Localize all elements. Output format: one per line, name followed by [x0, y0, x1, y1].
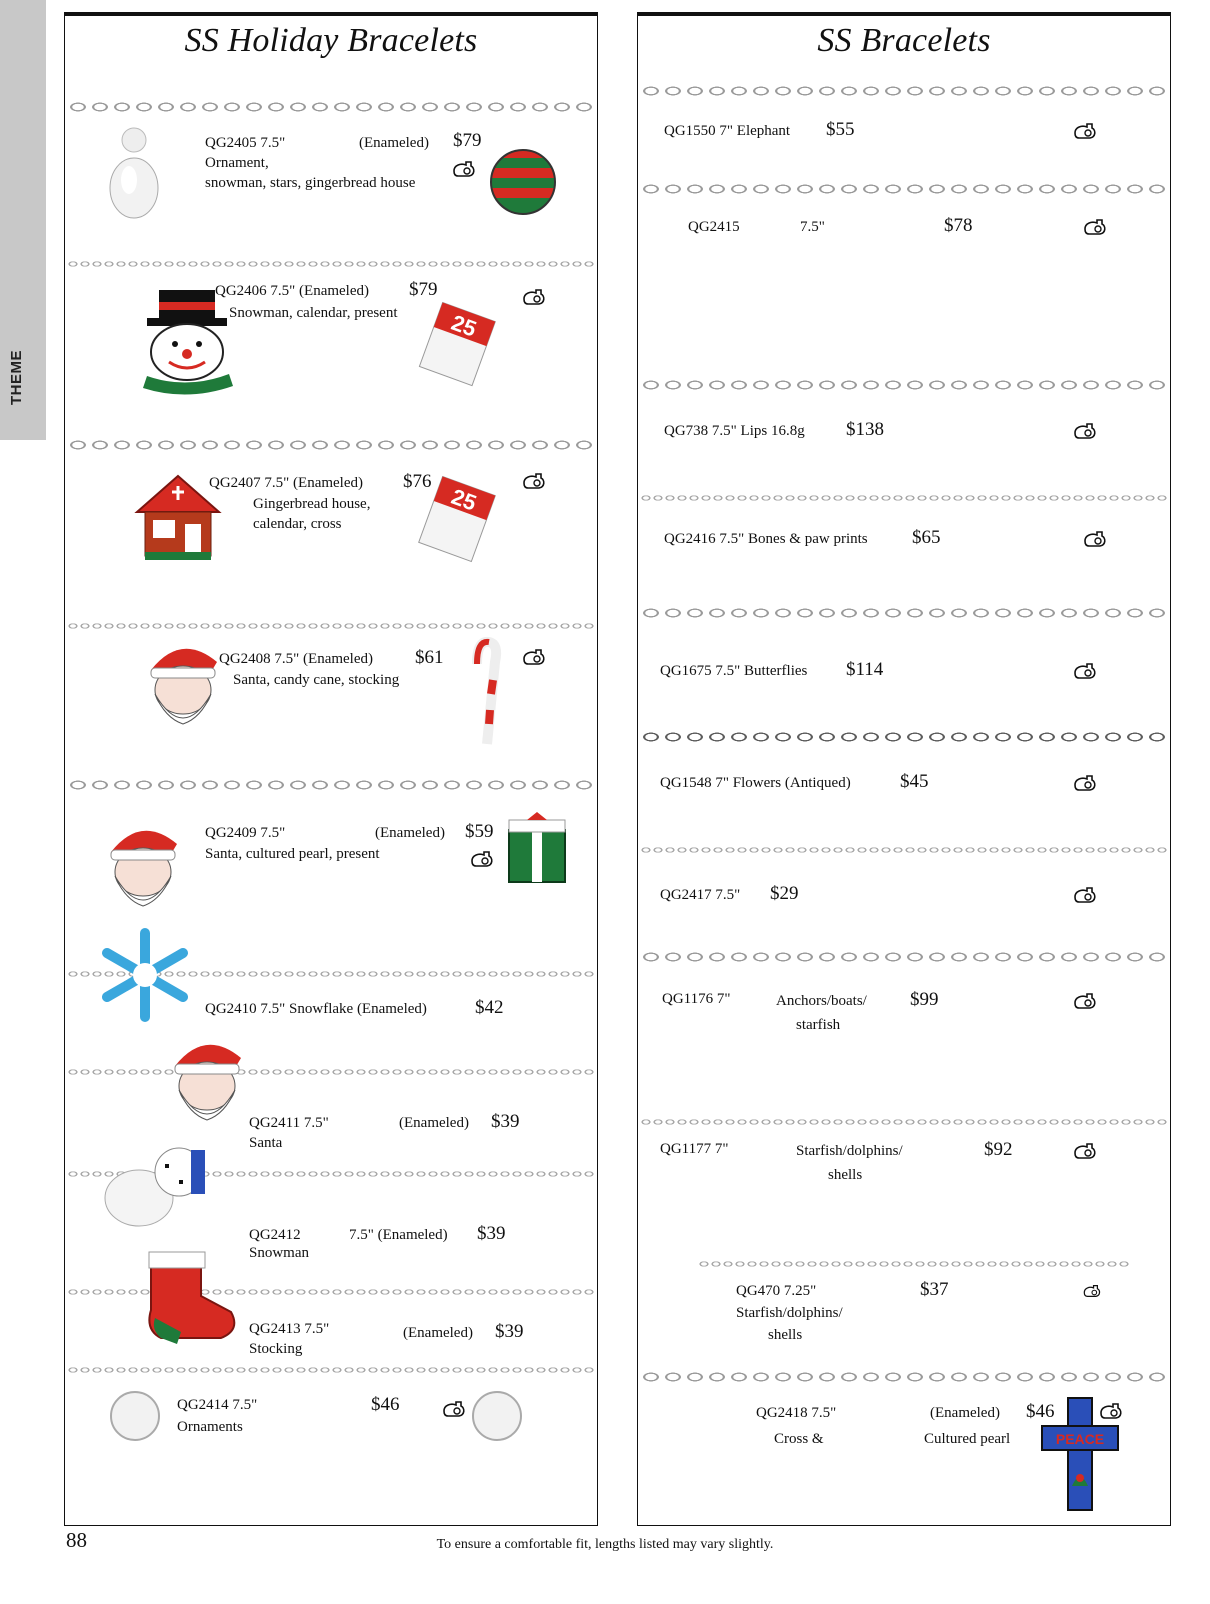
clasp-icon [1072, 886, 1098, 904]
item-desc: shells [768, 1327, 803, 1343]
item-code: QG2413 7.5" [249, 1321, 330, 1337]
item-code: QG1176 7" [662, 991, 731, 1007]
item-price: $39 [495, 1321, 524, 1342]
bracelet-chain [67, 1366, 595, 1374]
item-price: $55 [826, 119, 855, 140]
item-code: QG2406 7.5" (Enameled) [215, 283, 369, 299]
item-price: $45 [900, 771, 929, 792]
product-QG2411[interactable] [65, 1028, 597, 1151]
product-QG1675[interactable] [638, 590, 1170, 714]
item-code: QG2416 7.5" Bones & paw prints [664, 531, 868, 547]
item-price: $42 [475, 997, 504, 1018]
item-desc: Snowman [249, 1245, 309, 1261]
enameled-label: (Enameled) [375, 825, 445, 841]
product-QG1177[interactable] [638, 1102, 1170, 1242]
clasp-icon [1072, 422, 1098, 440]
item-code: QG2405 7.5" [205, 135, 286, 151]
item-price: $29 [770, 883, 799, 904]
item-price: $138 [846, 419, 884, 440]
item-price: $61 [415, 647, 444, 668]
bracelet-chain [640, 84, 1168, 102]
item-desc: Ornament, [205, 155, 269, 171]
item-code: QG2414 7.5" [177, 1397, 258, 1413]
item-desc: Cultured pearl [924, 1431, 1011, 1447]
snowflake-charm-icon [95, 928, 195, 1022]
item-code: QG1675 7.5" Butterflies [660, 663, 808, 679]
product-QG2414[interactable] [65, 1360, 597, 1490]
product-QG2405[interactable] [65, 88, 597, 253]
item-code: QG2410 7.5" Snowflake (Enameled) [205, 1001, 427, 1017]
item-code: QG2411 7.5" [249, 1115, 329, 1131]
bracelet-chain [640, 606, 1168, 630]
item-desc: Gingerbread house, [253, 496, 371, 512]
product-QG2418[interactable] [638, 1364, 1170, 1514]
item-code: QG1548 7" Flowers (Antiqued) [660, 775, 851, 791]
item-desc: Cross & [774, 1431, 824, 1447]
ornament-charm-icon [487, 146, 559, 218]
item-desc: Snowman, calendar, present [229, 305, 398, 321]
item-price: $114 [846, 659, 884, 680]
product-QG2416[interactable] [638, 476, 1170, 586]
bracelet-chain [698, 1260, 1130, 1268]
calendar-charm-icon [417, 300, 497, 390]
side-tab-label: THEME [8, 350, 25, 405]
clasp-icon [1082, 530, 1108, 548]
santa-charm-icon [101, 814, 185, 914]
calendar-number: 25 [448, 309, 480, 342]
item-code: QG1177 7" [660, 1141, 729, 1157]
santa-charm-icon [141, 632, 225, 732]
clasp-icon [1072, 122, 1098, 140]
stocking-charm-icon [141, 1250, 241, 1350]
santa-charm-icon [165, 1028, 249, 1128]
item-code: QG2417 7.5" [660, 887, 741, 903]
bracelet-chain [67, 438, 595, 452]
product-QG1548[interactable] [638, 714, 1170, 814]
bracelets-panel [637, 12, 1171, 1526]
product-QG2409[interactable] [65, 758, 597, 918]
item-desc: Santa, candy cane, stocking [233, 672, 400, 688]
item-price: $76 [403, 471, 432, 492]
product-QG2412[interactable] [65, 1140, 597, 1261]
page-number: 88 [66, 1528, 87, 1552]
product-QG2407[interactable] [65, 420, 597, 588]
clasp-icon [521, 472, 547, 490]
product-QG1550[interactable] [638, 74, 1170, 154]
item-code: QG2409 7.5" [205, 825, 286, 841]
bracelet-chain [640, 846, 1168, 854]
ornament-charm-icon [467, 1384, 527, 1444]
panel-title: SS Holiday Bracelets [184, 22, 478, 59]
product-QG2415[interactable] [638, 172, 1170, 342]
bracelet-chain [67, 100, 595, 114]
footer-note: To ensure a comfortable fit, lengths listed may vary slightly. [436, 1537, 774, 1552]
item-code: QG2407 7.5" (Enameled) [209, 475, 363, 491]
clasp-icon [441, 1400, 467, 1418]
item-price: $59 [465, 821, 494, 842]
candy-cane-charm-icon [465, 634, 505, 754]
item-code: QG1550 7" Elephant [664, 123, 791, 139]
bracelet-chain [67, 1068, 595, 1076]
item-price: $46 [1026, 1401, 1055, 1422]
item-code: QG2408 7.5" (Enameled) [219, 651, 373, 667]
product-QG2406[interactable] [65, 252, 597, 420]
snowman-face-charm-icon [137, 290, 237, 400]
clasp-icon [521, 288, 547, 306]
clasp-icon [451, 160, 477, 178]
product-QG2417[interactable] [638, 816, 1170, 936]
product-QG1176[interactable] [638, 942, 1170, 1082]
item-length: 7.5" [800, 219, 825, 235]
item-price: $37 [920, 1279, 949, 1300]
item-code: QG738 7.5" Lips 16.8g [664, 423, 805, 439]
bracelet-chain [640, 494, 1168, 502]
item-desc: Starfish/dolphins/ [796, 1143, 903, 1159]
snowman-charm-icon [99, 1140, 209, 1230]
clasp-icon [1072, 1142, 1098, 1160]
clasp-icon [1082, 218, 1108, 236]
bracelet-chain [640, 1118, 1168, 1126]
item-desc: shells [828, 1167, 863, 1183]
enameled-label: (Enameled) [359, 135, 429, 151]
snowman-charm-icon [99, 118, 169, 223]
present-charm-icon [505, 810, 571, 886]
item-desc: starfish [796, 1017, 841, 1033]
clasp-icon [1072, 774, 1098, 792]
bracelet-chain [640, 378, 1168, 400]
item-desc: Starfish/dolphins/ [736, 1305, 843, 1321]
cross-word: PEACE [1055, 1431, 1105, 1447]
product-QG2413[interactable] [65, 1242, 597, 1360]
item-desc: Santa, cultured pearl, present [205, 846, 380, 862]
item-code: QG2415 [688, 219, 740, 235]
item-price: $79 [453, 130, 482, 151]
item-desc: snowman, stars, gingerbread house [205, 175, 416, 191]
product-QG470[interactable] [638, 1252, 1170, 1364]
bracelet-chain [67, 622, 595, 630]
item-price: $39 [477, 1223, 506, 1244]
item-price: $79 [409, 279, 438, 300]
ornament-charm-icon [105, 1384, 165, 1444]
panel-title: SS Bracelets [817, 22, 991, 59]
enameled-label: (Enameled) [403, 1325, 473, 1341]
item-code: QG2418 7.5" [756, 1405, 837, 1421]
item-code: QG2412 [249, 1227, 301, 1243]
item-price: $46 [371, 1394, 400, 1415]
product-QG2410[interactable] [65, 918, 597, 1028]
item-price: $39 [491, 1111, 520, 1132]
bracelet-chain [67, 778, 595, 792]
calendar-number: 25 [448, 483, 480, 516]
clasp-icon [521, 648, 547, 666]
holiday-bracelets-panel [64, 12, 598, 1526]
item-code: QG470 7.25" [736, 1283, 817, 1299]
item-price: $78 [944, 215, 973, 236]
clasp-icon [1082, 1282, 1102, 1300]
enameled-label: (Enameled) [399, 1115, 469, 1131]
product-QG2408[interactable] [65, 588, 597, 758]
clasp-icon [1098, 1402, 1124, 1420]
bracelet-chain [67, 260, 595, 268]
item-desc: Ornaments [177, 1419, 243, 1435]
bracelet-chain [640, 1370, 1168, 1384]
item-price: $99 [910, 989, 939, 1010]
item-desc: calendar, cross [253, 516, 342, 532]
item-desc: Stocking [249, 1341, 303, 1357]
clasp-icon [1072, 992, 1098, 1010]
clasp-icon [1072, 662, 1098, 680]
enameled-label: 7.5" (Enameled) [349, 1227, 448, 1243]
item-price: $65 [912, 527, 941, 548]
clasp-icon [469, 850, 495, 868]
item-desc: Santa [249, 1135, 283, 1151]
item-price: $92 [984, 1139, 1013, 1160]
item-desc: Anchors/boats/ [776, 993, 867, 1009]
product-QG738[interactable] [638, 368, 1170, 474]
bracelet-chain [640, 182, 1168, 202]
enameled-label: (Enameled) [930, 1405, 1000, 1421]
bracelet-chain [640, 730, 1168, 752]
bracelet-chain [640, 950, 1168, 964]
